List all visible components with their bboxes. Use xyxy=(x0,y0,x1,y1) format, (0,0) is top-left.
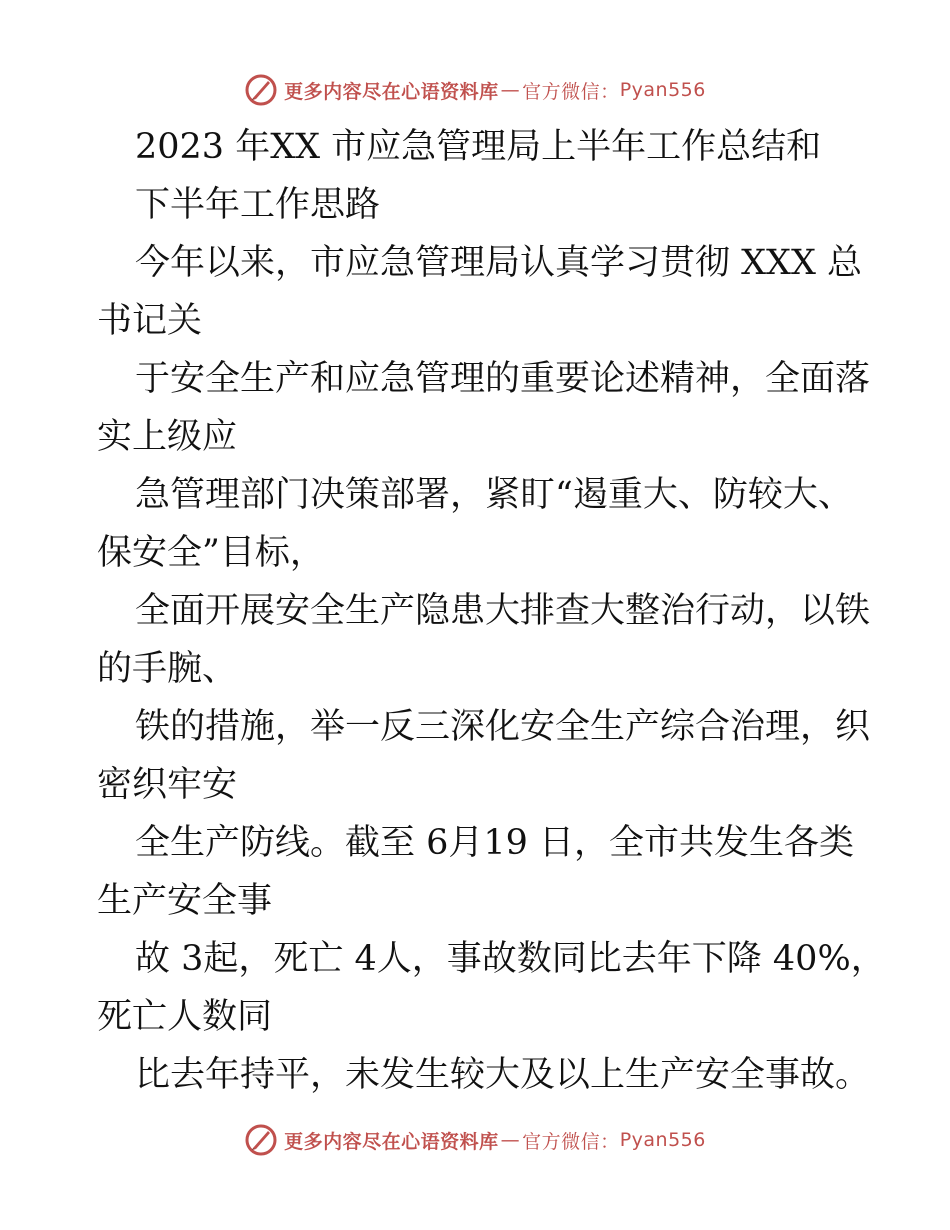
text-line: 保安全”目标， xyxy=(97,533,325,573)
watermark-text: 更多内容尽在心语资料库 xyxy=(284,1130,499,1153)
watermark-wechat-id: Pyan556 xyxy=(619,79,706,101)
text-line: 生产安全事 xyxy=(97,881,273,921)
document-title-line-2: 下半年工作思路 xyxy=(135,185,381,225)
quill-logo-icon xyxy=(244,73,278,107)
text-line: 实上级应 xyxy=(97,417,238,457)
text-line: 密织牢安 xyxy=(97,765,238,805)
text-line: 故 3起，死亡 4人，事故数同比去年下降 40%， xyxy=(135,939,886,979)
watermark-wechat-id: Pyan556 xyxy=(619,1129,706,1151)
text-line: 的手腕、 xyxy=(97,649,238,689)
watermark-dash: — xyxy=(500,79,521,101)
document-title-line-1: 2023 年XX 市应急管理局上半年工作总结和 xyxy=(135,127,822,167)
text-line: 铁的措施，举一反三深化安全生产综合治理，织 xyxy=(135,707,871,747)
watermark-wechat-label: 官方微信： xyxy=(522,1130,620,1153)
document-body xyxy=(97,118,886,1104)
text-line: 全生产防线。截至 6月19 日，全市共发生各类 xyxy=(135,823,855,863)
text-line: 全面开展安全生产隐患大排查大整治行动，以铁 xyxy=(135,591,871,631)
text-line: 今年以来，市应急管理局认真学习贯彻 XXX 总 xyxy=(135,243,863,283)
text-line: 于安全生产和应急管理的重要论述精神，全面落 xyxy=(135,359,871,399)
text-line: 急管理部门决策部署，紧盯“遏重大、防较大、 xyxy=(135,475,853,515)
watermark-dash: — xyxy=(500,1129,521,1151)
watermark-wechat-label: 官方微信： xyxy=(522,80,620,103)
text-line: 比去年持平，未发生较大及以上生产安全事故。 xyxy=(135,1055,871,1095)
watermark-text: 更多内容尽在心语资料库 xyxy=(284,80,499,103)
text-line: 书记关 xyxy=(97,301,203,341)
text-line: 死亡人数同 xyxy=(97,997,273,1037)
header-watermark xyxy=(0,70,950,110)
footer-watermark xyxy=(0,1120,950,1160)
quill-logo-icon xyxy=(244,1123,278,1157)
